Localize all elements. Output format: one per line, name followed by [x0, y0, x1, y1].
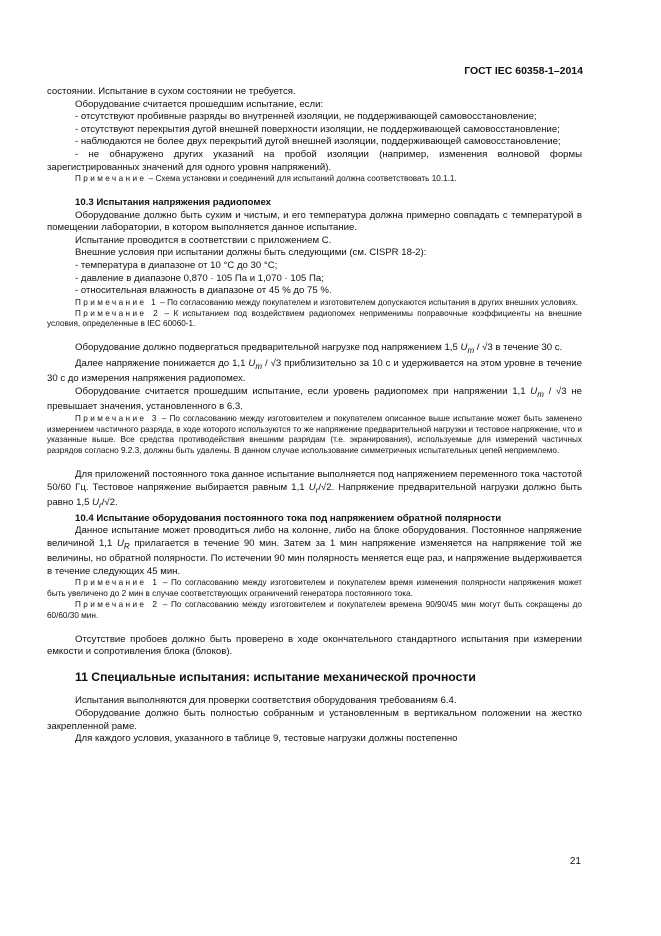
section-heading-10-4: 10.4 Испытание оборудования постоянного тока под напряжением обратной полярности: [75, 512, 502, 524]
paragraph: Внешние условия при испытании должны быть следующими (см. CISPR 18-2):: [75, 247, 427, 259]
paragraph: Оборудование считается прошедшим испытание, если:: [75, 98, 324, 110]
note: [47, 600, 582, 622]
note-label: Примечание 1: [75, 297, 159, 307]
section-heading-10-3: 10.3 Испытания напряжения радиопомех: [75, 196, 271, 208]
paragraph: Оборудование должно быть сухим и чистым, и его температура должна примерно совпадать с температурой в помещении лаборатории, в котором выполняется данное испытание.: [47, 209, 582, 234]
paragraph: Далее напряжение понижается до 1,1 $U_m / √3$ приблизительно за 10 с и удерживается на этом уровне в течение 30 с до измерения напряжения радиопомех.: [47, 357, 582, 385]
list-item: - температура в диапазоне от 10 °С до 30 °С;: [75, 259, 278, 271]
section-heading-11: 11 Специальные испытания: испытание механической прочности: [75, 669, 476, 684]
paragraph: Для приложений постоянного тока данное испытание выполняется под напряжением переменного тока частотой 50/60 Гц. Тестовое напряжение выбирается равным 1,1 $U_r/√2$. Напряжение предварительной нагрузки должно быть равно 1,5 $U_r/√2$.: [47, 468, 582, 510]
note: [47, 309, 582, 331]
note-label: Примечание: [75, 174, 147, 184]
page-number: 21: [569, 856, 581, 867]
paragraph: Для каждого условия, указанного в таблице 9, тестовые нагрузки должны постепенно: [75, 733, 458, 745]
paragraph: Оборудование должно быть полностью собранным и установленным в вертикальном положении на жестко закрепленной раме.: [47, 708, 582, 732]
paragraph: Оборудование должно подвергаться предварительной нагрузке под напряжением 1,5 $U_m / √3$ в течение 30 с.: [75, 342, 563, 355]
list-item: - не обнаружено других указаний на пробой изоляции (например, изменения волновой формы зарегистрированных значений для одного уровня напряжений).: [47, 148, 582, 173]
note-text: – Схема установки и соединений для испытаний должна соответствовать 10.1.1.: [146, 174, 457, 184]
note: [47, 174, 582, 185]
note-text: – По согласованию между покупателем и изготовителем допускаются испытания в других внешних условиях.: [158, 297, 579, 307]
list-item: - давление в диапазоне 0,870 · 105 Па и 1,070 · 105 Па;: [75, 272, 324, 284]
paragraph: состоянии. Испытание в сухом состоянии не требуется.: [47, 86, 296, 97]
note-text: – По согласованию между изготовителем и покупателем описанное выше испытание может быть заменено измерением частичного разряда, в ходе которого используются то же напряжение предварительной нагрузки и тестовое напряжение, что и указанные выше. Все средства противодействия внешним разрядам (т.е. экранирования), используемые для измерений частичных разрядов согласно 9.2.3, должны быть удалены. В данном случае использование симметричных испытательных цепей неприемлемо.: [47, 413, 582, 456]
note-text: – К испытанием под воздействием радиопомех неприменимы поправочные коэффициенты на внешние условия, определенные в IEC 60060-1.: [47, 308, 582, 329]
paragraph: Отсутствие пробоев должно быть проверено в ходе окончательного стандартного испытания при измерении емкости и сопротивления блока (блоков).: [47, 633, 582, 658]
note: [47, 578, 582, 600]
note-label: Примечание 3: [75, 413, 159, 423]
paragraph: Оборудование считается прошедшим испытание, если уровень радиопомех при напряжении 1,1 $U_m / √3$ не превышает значения, установленного в 6.3.: [47, 385, 582, 413]
var-u: U: [460, 342, 468, 354]
note-label: Примечание 1: [75, 578, 160, 588]
paragraph: Испытание проводится в соответствии с приложением С.: [75, 234, 332, 246]
note-text: – По согласованию между изготовителем и покупателем время изменения полярности напряжения может быть увеличено до 2 мин в случае соответствующих ограничений генератора постоянного тока.: [47, 578, 582, 599]
paragraph: Данное испытание может проводиться либо на колонне, либо на блоке оборудования. Постоянное напряжение величиной 1,1 $U_R$ прилагается в течение 90 мин. Затем за 1 мин напряжение изменяется на напряжение той же величины, но обратной полярности. По истечении 90 мин полярность меняется еще раз, и напряжение выдерживается в течение следующих 45 мин.: [47, 525, 583, 577]
note-text: – По согласованию между изготовителем и покупателем времена 90/90/45 мин могут быть сокращены до 60/60/30 мин.: [47, 600, 582, 620]
note: [47, 414, 582, 457]
standard-code-header: ГОСТ IEC 60358-1–2014: [464, 65, 583, 77]
paragraph: Испытания выполняются для проверки соответствия оборудования требованиям 6.4.: [75, 695, 457, 707]
list-item: - отсутствуют пробивные разряды во внутренней изоляции, не поддерживающей самовосстановление;: [75, 111, 537, 123]
note-label: Примечание 2: [75, 308, 161, 318]
list-item: - отсутствуют перекрытия дугой внешней поверхности изоляции, не поддерживающей самовосстановление;: [75, 123, 560, 135]
list-item: - относительная влажность в диапазоне от 45 % до 75 %.: [75, 285, 332, 297]
list-item: - наблюдаются не более двух перекрытий дугой внешней изоляции, поддерживающей самовосстановление;: [75, 136, 561, 148]
note-label: Примечание 2: [75, 600, 160, 610]
note: [47, 298, 582, 309]
page-body: [47, 86, 582, 746]
